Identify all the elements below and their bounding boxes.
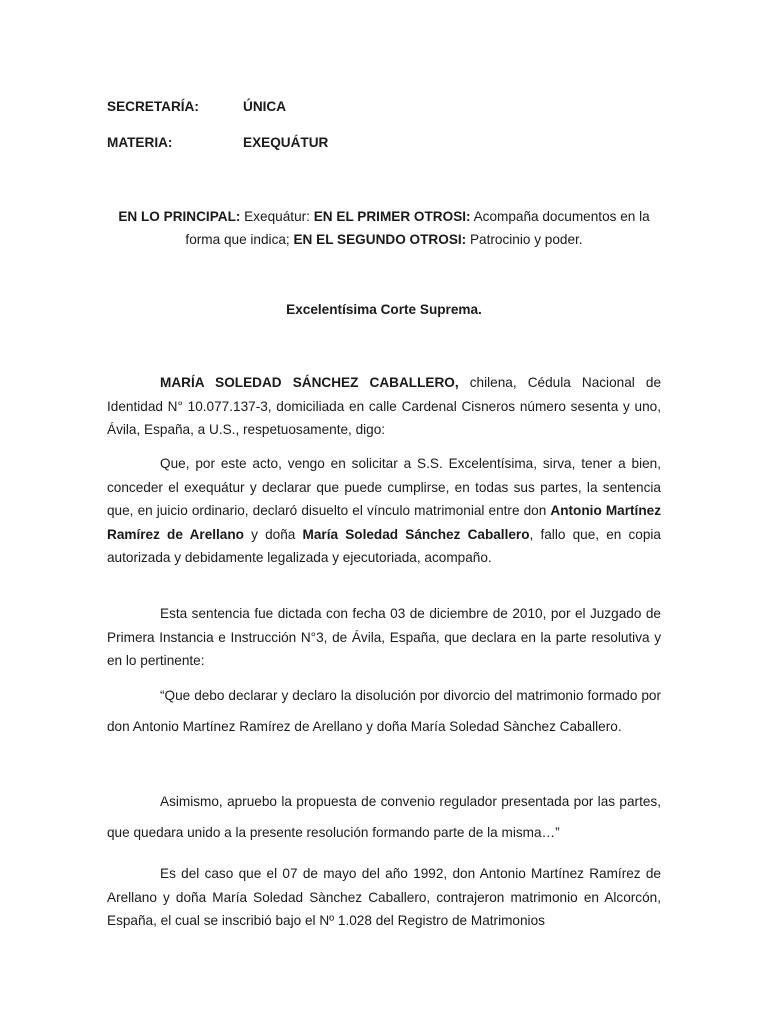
summary-principal-label: EN LO PRINCIPAL: xyxy=(118,209,241,224)
materia-line xyxy=(107,136,328,150)
petitioner-paragraph xyxy=(107,371,661,442)
request-paragraph xyxy=(107,452,661,570)
quoted-ruling-paragraph: “Que debo declarar y declaro la disolución por divorcio del matrimonio formado por don Antonio Martínez Ramírez de Arellano y doña María Soledad Sànchez Caballero. xyxy=(107,688,661,734)
summary-principal-text: Exequátur: xyxy=(240,209,314,224)
summary-first-otrosi-text: Acompaña documentos en la forma que indica; xyxy=(185,209,650,247)
party-wife-name: María Soledad Sánchez Caballero xyxy=(302,526,530,542)
quoted-agreement-paragraph: Asimismo, apruebo la propuesta de convenio regulador presentada por las partes, que quedara unido a la presente resolución formando parte de la misma…” xyxy=(107,794,661,840)
secretaria-line xyxy=(107,100,286,114)
party-husband-name: Antonio Martínez Ramírez de Arellano xyxy=(107,503,661,542)
secretaria-value: ÚNICA xyxy=(243,99,287,114)
secretaria-label: SECRETARÍA: xyxy=(107,99,199,114)
request-text-c: , fallo que, en copia autorizada y debidamente legalizada y ejecutoriada, acompaño. xyxy=(107,526,661,565)
summary-second-otrosi-text: Patrocinio y poder. xyxy=(466,232,583,247)
request-text-a: Que, por este acto, vengo en solicitar a S.S. Excelentísima, sirva, tener a bien, conceder el exequátur y declarar que puede cumplirse, en todas sus partes, la sentencia que, en juicio ordinario, declaró disuelto el vínculo matrimonial entre don xyxy=(107,456,661,518)
materia-label: MATERIA: xyxy=(107,135,173,150)
request-text-b: y doña xyxy=(243,526,303,542)
document-summary xyxy=(107,205,661,251)
materia-value: EXEQUÁTUR xyxy=(243,135,329,150)
marriage-facts-paragraph: Es del caso que el 07 de mayo del año 1992, don Antonio Martínez Ramírez de Arellano y doña María Soledad Sànchez Caballero, contrajeron matrimonio en Alcorcón, España, el cual se inscribió bajo el Nº 1.028 del Registro de Matrimonios xyxy=(107,866,661,928)
addressee: Excelentísima Corte Suprema. xyxy=(286,302,482,317)
summary-first-otrosi-label: EN EL PRIMER OTROSI: xyxy=(313,209,471,224)
sentence-info-paragraph: Esta sentencia fue dictada con fecha 03 de diciembre de 2010, por el Juzgado de Primera Instancia e Instrucción N°3, de Ávila, España, que declara en la parte resolutiva y en lo pertinente: xyxy=(107,606,661,668)
petitioner-details: chilena, Cédula Nacional de Identidad N° 10.077.137-3, domiciliada en calle Cardenal Cisneros número sesenta y uno, Ávila, España, a U.S., respetuosamente, digo: xyxy=(107,375,661,437)
petitioner-name: MARÍA SOLEDAD SÁNCHEZ CABALLERO, xyxy=(160,375,459,390)
summary-second-otrosi-label: EN EL SEGUNDO OTROSI: xyxy=(293,232,467,247)
